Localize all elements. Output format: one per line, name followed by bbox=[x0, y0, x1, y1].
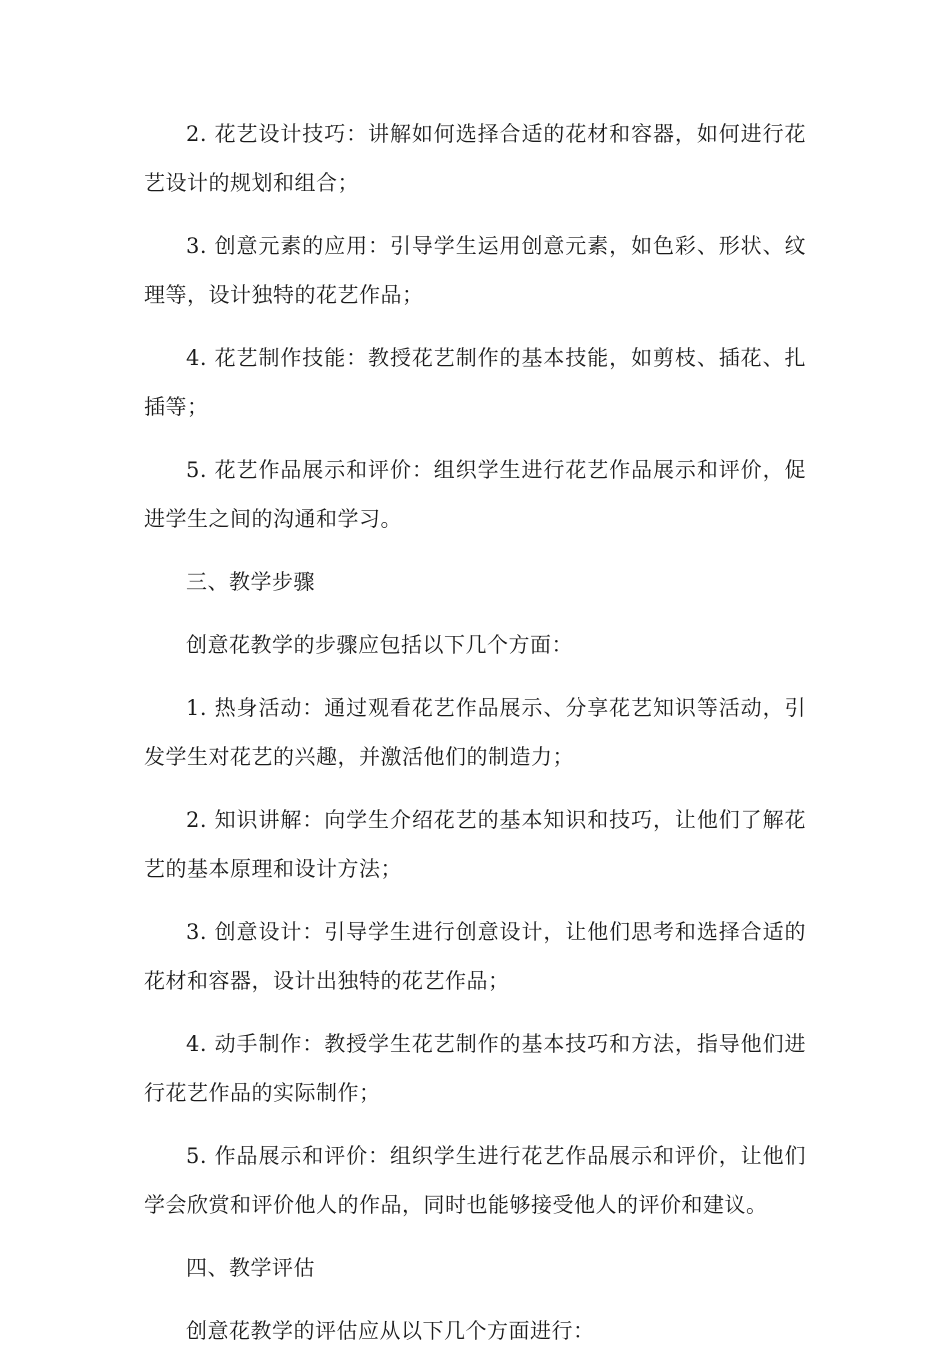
paragraph-text: 1. 热身活动：通过观看花艺作品展示、分享花艺知识等活动，引发学生对花艺的兴趣，并激活他们的制造力； bbox=[144, 696, 806, 769]
document-body bbox=[144, 110, 806, 1370]
heading-text: 三、教学步骤 bbox=[186, 570, 315, 594]
list-item-creative-design bbox=[144, 908, 806, 1006]
section-intro-evaluation bbox=[144, 1307, 806, 1356]
paragraph-text: 4. 花艺制作技能：教授花艺制作的基本技能，如剪枝、插花、扎插等； bbox=[144, 346, 806, 419]
section-intro-steps bbox=[144, 621, 806, 670]
list-item-warmup bbox=[144, 684, 806, 782]
list-item-flower-design-skills bbox=[144, 110, 806, 208]
paragraph-text: 5. 花艺作品展示和评价：组织学生进行花艺作品展示和评价，促进学生之间的沟通和学习。 bbox=[144, 458, 806, 531]
list-item-hands-on bbox=[144, 1020, 806, 1118]
paragraph-text: 2. 花艺设计技巧：讲解如何选择合适的花材和容器，如何进行花艺设计的规划和组合； bbox=[144, 122, 806, 195]
section-heading-teaching-evaluation bbox=[144, 1244, 806, 1293]
list-item-work-showcase bbox=[144, 1132, 806, 1230]
paragraph-text: 3. 创意设计：引导学生进行创意设计，让他们思考和选择合适的花材和容器，设计出独特的花艺作品； bbox=[144, 920, 806, 993]
paragraph-text: 4. 动手制作：教授学生花艺制作的基本技巧和方法，指导他们进行花艺作品的实际制作； bbox=[144, 1032, 806, 1105]
list-item-making-skills bbox=[144, 334, 806, 432]
paragraph-text: 3. 创意元素的应用：引导学生运用创意元素，如色彩、形状、纹理等，设计独特的花艺作品； bbox=[144, 234, 806, 307]
paragraph-text: 创意花教学的评估应从以下几个方面进行： bbox=[186, 1319, 595, 1343]
heading-text: 四、教学评估 bbox=[186, 1256, 315, 1280]
list-item-showcase-evaluation bbox=[144, 446, 806, 544]
paragraph-text: 5. 作品展示和评价：组织学生进行花艺作品展示和评价，让他们学会欣赏和评价他人的作品，同时也能够接受他人的评价和建议。 bbox=[144, 1144, 806, 1217]
section-heading-teaching-steps bbox=[144, 558, 806, 607]
list-item-creative-elements bbox=[144, 222, 806, 320]
paragraph-text: 2. 知识讲解：向学生介绍花艺的基本知识和技巧，让他们了解花艺的基本原理和设计方法； bbox=[144, 808, 806, 881]
paragraph-text: 创意花教学的步骤应包括以下几个方面： bbox=[186, 633, 573, 657]
list-item-knowledge bbox=[144, 796, 806, 894]
